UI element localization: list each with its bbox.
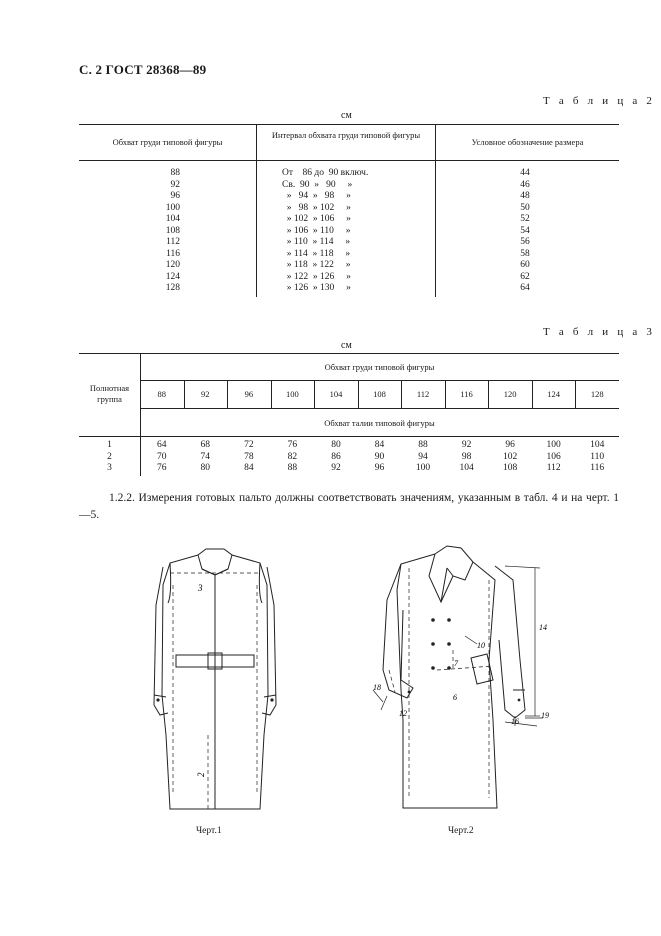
table3-waist-cell: 68 — [200, 440, 211, 450]
table2-col-chest — [140, 168, 180, 295]
table3-waist-cell: 88 — [287, 463, 298, 473]
table3-waist-cell: 96 — [374, 463, 385, 473]
table2-size-value: 46 — [520, 179, 530, 190]
table2-interval-value: » 98 » 102 » — [282, 202, 351, 213]
table2-size-value: 60 — [520, 260, 530, 270]
table3-waist-cell: 100 — [546, 440, 561, 450]
table3-waist-cell: 106 — [546, 451, 561, 462]
table3-waist-cell: 80 — [200, 463, 211, 473]
table3-unit: см — [341, 340, 352, 351]
fig2-label-19: 19 — [541, 711, 549, 720]
table2-size-value: 58 — [520, 248, 530, 259]
table3-waist-cell: 104 — [459, 463, 474, 473]
fig1-label-3: 3 — [198, 583, 203, 593]
table3-waist-cell: 84 — [374, 440, 385, 450]
table3-chest-cell: 104 — [329, 389, 343, 399]
table3-group-cell: 2 — [107, 451, 112, 462]
table2-caption: Т а б л и ц а 2 — [543, 95, 656, 107]
table3-waist-cell: 96 — [505, 440, 515, 450]
fig2-label-18: 18 — [373, 683, 381, 692]
table2-size-value: 54 — [520, 225, 530, 236]
table2-size-value: 52 — [520, 214, 530, 224]
fig2-label-14: 14 — [539, 623, 547, 632]
table2-size-value: 50 — [520, 202, 530, 213]
table3-waist-cell: 100 — [415, 463, 431, 473]
table2-interval-value: » 102 » 106 » — [282, 214, 351, 224]
table3-waist-cell: 108 — [503, 463, 518, 473]
body-paragraph: 1.2.2. Измерения готовых пальто должны соответствовать значениям, указанным в табл. 4 и на черт. 1—5. — [79, 492, 619, 521]
table3-waist-cell: 80 — [331, 440, 341, 450]
table2-unit: см — [341, 110, 352, 121]
table3-group-cell: 1 — [107, 440, 112, 450]
table3-waist-cell: 72 — [244, 440, 254, 450]
table2-chest-value: 116 — [166, 248, 180, 259]
fig2-label-7: 7 — [454, 659, 458, 668]
coat-front-drawing — [148, 545, 283, 820]
table2-header-size: Условное обозначение размера — [471, 137, 584, 147]
table2-chest-value: 108 — [165, 225, 180, 236]
table3-group-cell: 3 — [107, 463, 112, 473]
table3-waist-cell: 82 — [287, 451, 298, 462]
table3-group-header: Полнотная группа — [89, 383, 130, 404]
table2-interval-value: » 118 » 122 » — [282, 260, 351, 270]
table3-waist-cell: 112 — [546, 463, 561, 473]
table3-waist-cell: 116 — [590, 463, 605, 473]
table2-chest-value: 92 — [170, 179, 180, 190]
table2-size-value: 56 — [520, 237, 530, 247]
table3-waist-cell: 84 — [244, 463, 254, 473]
fig1-label-2: 2 — [196, 772, 206, 777]
table2-interval-value: » 122 » 126 » — [282, 271, 351, 282]
table3-waist-cell: 92 — [461, 440, 472, 450]
table2-size-value: 44 — [520, 168, 530, 178]
table3-chest-cell: 92 — [201, 389, 210, 399]
table2-chest-value: 120 — [165, 260, 180, 270]
table2-interval-value: » 110 » 114 » — [282, 237, 351, 247]
table2-interval-value: » 126 » 130 » — [282, 283, 351, 293]
table3-waist-cell: 102 — [503, 451, 518, 462]
table3-chest-cell: 100 — [286, 389, 299, 399]
table2-interval-value: » 114 » 118 » — [282, 248, 351, 259]
fig2-label-16: 16 — [511, 717, 519, 726]
table2-size-value: 64 — [520, 283, 530, 293]
table3-waist-cell: 98 — [461, 451, 472, 462]
table3-waist-cell: 110 — [590, 451, 605, 462]
table3-waist-cell: 104 — [590, 440, 605, 450]
table3-chest-cell: 112 — [416, 389, 430, 399]
fig2-label-12: 12 — [399, 709, 407, 718]
table3-waist-cell: 86 — [331, 451, 341, 462]
table2-col-interval — [282, 168, 432, 295]
fig1-caption: Черт.1 — [196, 826, 222, 836]
table2-col-size — [505, 168, 545, 295]
fig2-label-10: 10 — [477, 641, 485, 650]
table3-waist-cell: 78 — [244, 451, 254, 462]
table3-waist-cell: 90 — [374, 451, 385, 462]
table2-size-value: 48 — [520, 191, 530, 201]
table3-chest-cell: 88 — [157, 389, 167, 399]
table3-waist-cell: 88 — [418, 440, 428, 450]
table3-caption: Т а б л и ц а 3 — [543, 326, 656, 338]
table3-chest-cell: 116 — [460, 389, 473, 399]
table2-interval-value: От 86 до 90 включ. — [282, 168, 369, 178]
table2-chest-value: 128 — [165, 283, 180, 293]
table3-waist-cell: 94 — [418, 451, 428, 462]
table3-chest-cell: 108 — [373, 389, 386, 399]
table2-chest-value: 100 — [165, 202, 180, 213]
table2-chest-value: 124 — [165, 271, 180, 282]
page-header: С. 2 ГОСТ 28368—89 — [79, 62, 207, 77]
table3-chest-header: Обхват груди типовой фигуры — [324, 362, 435, 372]
table2-chest-value: 104 — [165, 214, 180, 224]
fig2-label-6: 6 — [453, 693, 457, 702]
table3-waist-cell: 74 — [200, 451, 211, 462]
table2-interval-value: » 94 » 98 » — [282, 191, 351, 201]
table3-waist-cell: 76 — [287, 440, 298, 450]
table2-header-chest: Обхват груди типовой фигуры — [112, 137, 223, 147]
table3-chest-cell: 128 — [590, 389, 604, 399]
table2-header-interval: Интервал обхвата груди типовой фигуры — [271, 130, 421, 140]
table2-chest-value: 96 — [170, 191, 180, 201]
table2-size-value: 62 — [520, 271, 530, 282]
table2-interval-value: Св. 90 » 90 » — [282, 179, 353, 190]
fig2-caption: Черт.2 — [448, 826, 474, 836]
table3-chest-cell: 96 — [244, 389, 254, 399]
table3-chest-cell: 120 — [503, 389, 517, 399]
table2-interval-value: » 106 » 110 » — [282, 225, 351, 236]
table3-waist-cell: 70 — [157, 451, 167, 462]
table2-chest-value: 112 — [166, 237, 180, 247]
table3-waist-header: Обхват талии типовой фигуры — [324, 418, 435, 428]
table3-chest-cell: 124 — [547, 389, 561, 399]
coat-side-drawing — [365, 540, 565, 820]
table3-waist-cell: 64 — [157, 440, 167, 450]
table3-waist-cell: 92 — [331, 463, 341, 473]
table3-waist-cell: 76 — [157, 463, 167, 473]
table2-chest-value: 88 — [170, 168, 180, 178]
